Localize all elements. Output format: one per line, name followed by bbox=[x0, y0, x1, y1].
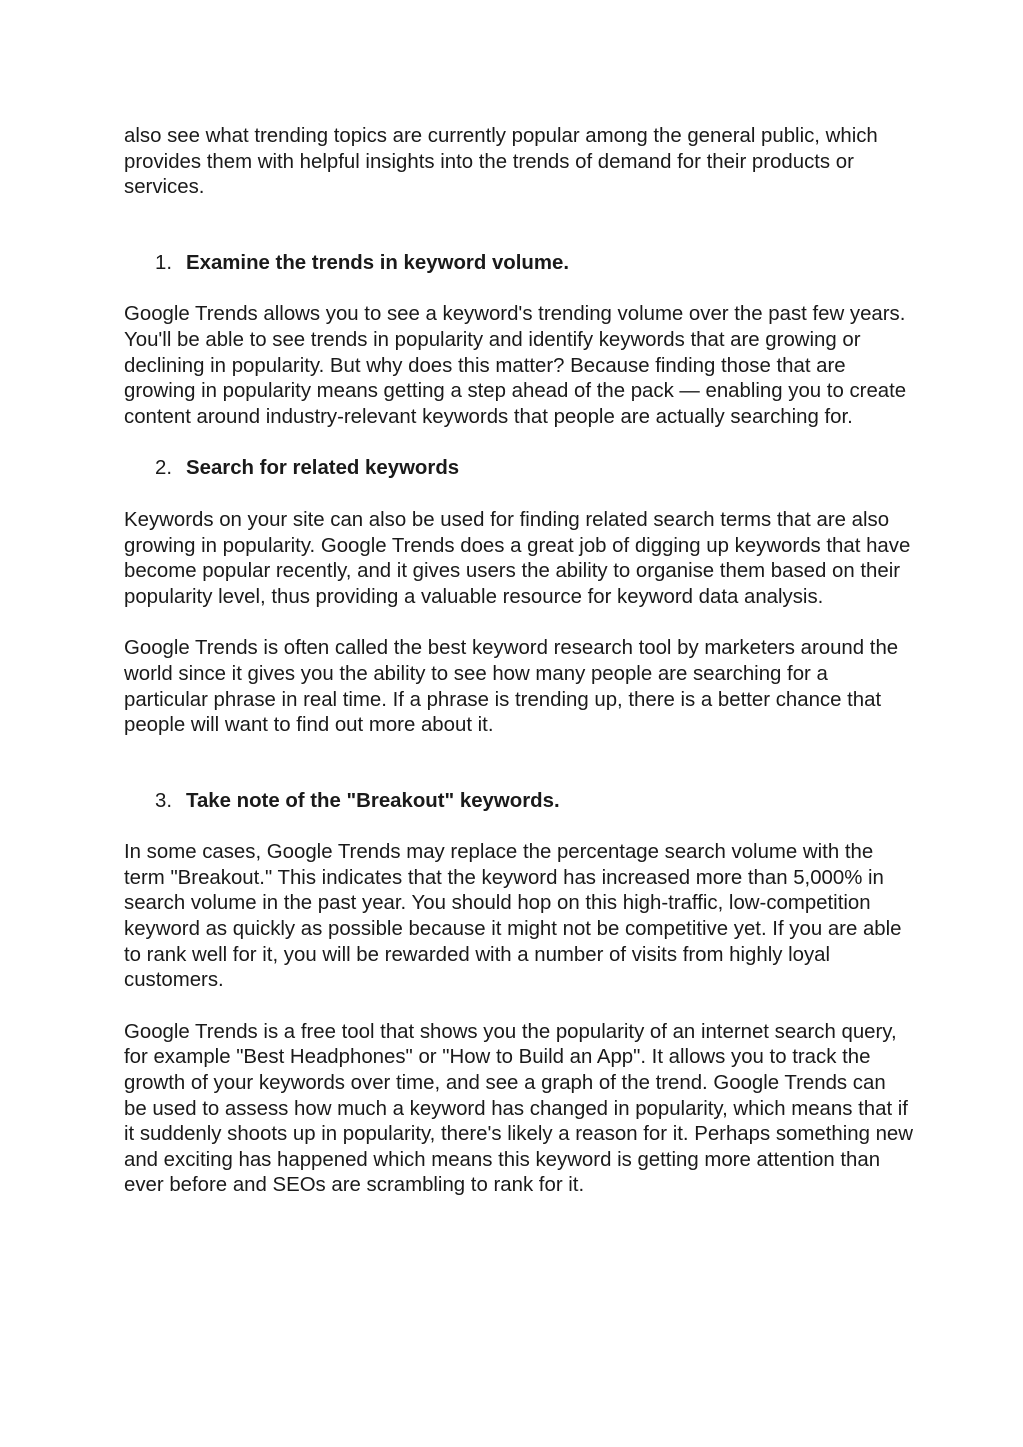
section-heading: Examine the trends in keyword volume. bbox=[186, 251, 570, 274]
list-item-3 bbox=[124, 789, 914, 815]
section-1-paragraph: Google Trends allows you to see a keyword's trending volume over the past few years. You'll be able to see trends in popularity and identify keywords that are growing or declining in popularity. But why does this matter? Because finding those that are growing in popularity means getting a step ahead of the pack — enabling you to create content around industry-relevant keywords that people are actually searching for. bbox=[124, 303, 907, 428]
section-2-paragraph-b: Google Trends is often called the best keyword research tool by marketers around the world since it gives you the ability to see how many people are searching for a particular phrase in real time. If a phrase is trending up, there is a better chance that people will want to find out more about it. bbox=[124, 637, 899, 737]
document-body bbox=[124, 124, 914, 1199]
section-heading: Search for related keywords bbox=[186, 457, 460, 480]
section-2-paragraph-a: Keywords on your site can also be used for finding related search terms that are also growing in popularity. Google Trends does a great job of digging up keywords that have become popular recently, and it gives users the ability to organise them based on their popularity level, thus providing a valuable resource for keyword data analysis. bbox=[124, 508, 911, 608]
section-3-paragraph-a: In some cases, Google Trends may replace the percentage search volume with the term "Breakout." This indicates that the keyword has increased more than 5,000% in search volume in the past year. You should hop on this high-traffic, low-competition keyword as quickly as possible because it might not be competitive yet. If you are able to rank well for it, you will be rewarded with a number of visits from highly loyal customers. bbox=[124, 841, 902, 992]
section-3-paragraph-b: Google Trends is a free tool that shows you the popularity of an internet search query, for example "Best Headphones" or "How to Build an App". It allows you to track the growth of your keywords over time, and see a graph of the trend. Google Trends can be used to assess how much a keyword has changed in popularity, which means that if it suddenly shoots up in popularity, there's likely a reason for it. Perhaps something new and exciting has happened which means this keyword is getting more attention than ever before and SEOs are scrambling to rank for it. bbox=[124, 1020, 913, 1197]
list-number: 2. bbox=[155, 457, 173, 480]
list-item-2 bbox=[124, 456, 914, 482]
list-number: 1. bbox=[155, 251, 173, 274]
intro-paragraph: also see what trending topics are currently popular among the general public, which provides them with helpful insights into the trends of demand for their products or services. bbox=[124, 125, 878, 199]
list-number: 3. bbox=[155, 789, 173, 812]
section-heading: Take note of the "Breakout" keywords. bbox=[186, 789, 560, 812]
list-item-1 bbox=[124, 251, 914, 277]
